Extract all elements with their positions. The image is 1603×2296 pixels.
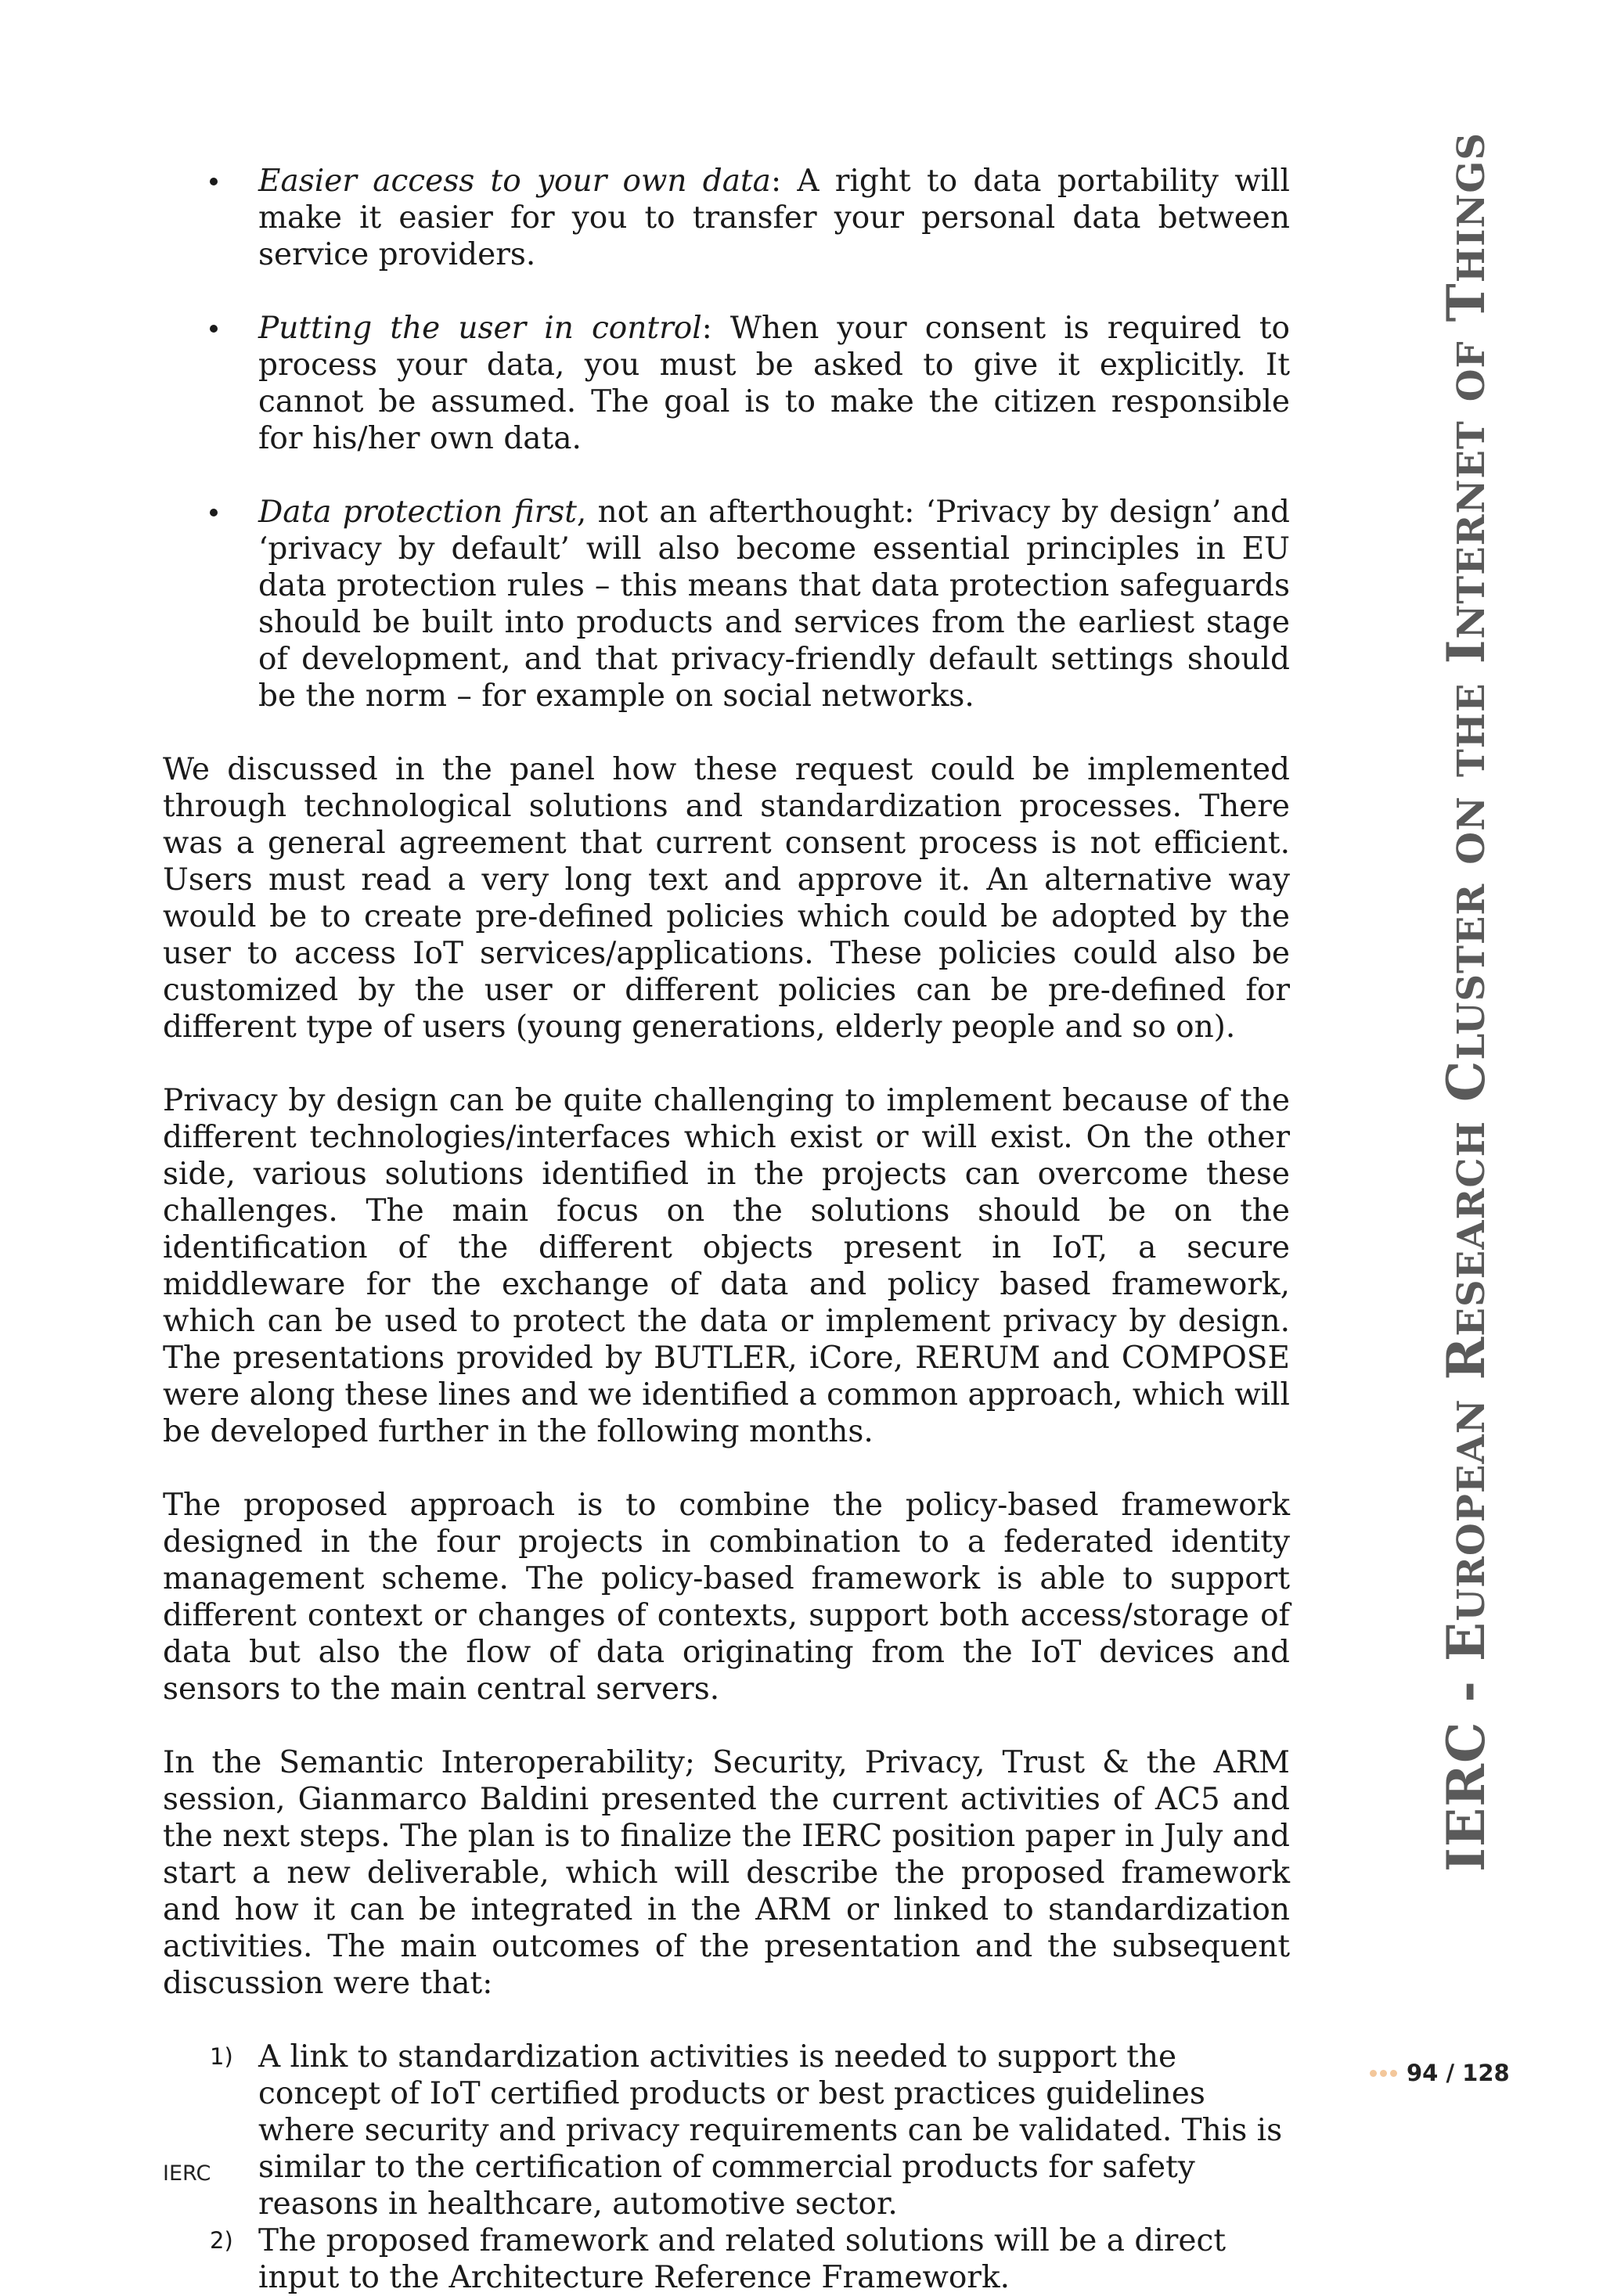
bullet-item — [163, 163, 1290, 273]
paragraph: We discussed in the panel how these request could be implemented through technological solutions and standardization processes. There was a general agreement that current consent process is not efficient. Users must read a very long text and approve it. An alternative way would be to create pre-defined policies which could be adopted by the user to access IoT services/applications. These policies could also be customized by the user or different policies can be pre-defined for different type of users (young generations, elderly people and so on). — [163, 752, 1290, 1045]
numbered-item — [163, 2039, 1290, 2222]
sidebar-prefix: IERC - — [1435, 1661, 1497, 1872]
bullet-text: : When your consent is required to process your data, you must be asked to give it explicitly. It cannot be assumed. The goal is to make the citizen responsible for his/her own data. — [258, 311, 1290, 456]
body-text — [163, 163, 1290, 2296]
bullet-dot-icon — [210, 325, 218, 333]
page-number — [1370, 2060, 1510, 2086]
bullet-lead: Data protection first — [258, 495, 577, 530]
bullet-dot-icon — [210, 178, 218, 185]
item-text: The proposed framework and related solutions will be a direct input to the Architecture Reference Framework. — [258, 2223, 1227, 2295]
paragraph: Privacy by design can be quite challenging to implement because of the different technologies/interfaces which exist or will exist. On the other side, various solutions identified in the projects can overcome these challenges. The main focus on the solutions should be on the identification of the different objects present in IoT, a secure middleware for the exchange of data and policy based framework, which can be used to protect the data or implement privacy by design. The presentations provided by BUTLER, iCore, RERUM and COMPOSE were along these lines and we identified a common approach, which will be developed further in the following months. — [163, 1083, 1290, 1449]
item-text: A link to standardization activities is needed to support the concept of IoT certified products or best practices guidelines where security and privacy requirements can be validated. This is similar to the certification of commercial products for safety reasons in healthcare, automotive sector. — [258, 2039, 1283, 2222]
item-number: 2) — [210, 2227, 233, 2254]
page-number-text: 94 / 128 — [1407, 2060, 1510, 2086]
bullet-list — [163, 163, 1290, 714]
bullet-lead: Putting the user in control — [258, 311, 702, 346]
bullet-item — [163, 494, 1290, 714]
item-number: 1) — [210, 2043, 233, 2070]
paragraph: In the Semantic Interoperability; Security, Privacy, Trust & the ARM session, Gianmarco Baldini presented the current activities of AC5 and the next steps. The plan is to finalize the IERC position paper in July and start a new deliverable, which will describe the proposed framework and how it can be integrated in the ARM or linked to standardization activities. The main outcomes of the presentation and the subsequent discussion were that: — [163, 1745, 1290, 2001]
bullet-lead: Easier access to your own data — [258, 164, 771, 199]
numbered-item — [163, 2222, 1290, 2296]
footer-label: IERC — [163, 2161, 211, 2186]
paragraph: The proposed approach is to combine the policy-based framework designed in the four projects in combination to a federated identity management scheme. The policy-based framework is able to support different context or changes of contexts, support both access/storage of data but also the flow of data originating from the IoT devices and sensors to the main central servers. — [163, 1488, 1290, 1707]
bullet-dot-icon — [210, 509, 218, 516]
bullet-item — [163, 310, 1290, 457]
sidebar-title: IERC - EUROPEAN RESEARCH CLUSTER ON THE INTERNET OF THINGS — [1435, 131, 1497, 1872]
numbered-list — [163, 2039, 1290, 2296]
bullet-text: , not an afterthought: ‘Privacy by design’ and ‘privacy by default’ will also become essential principles in EU data protection rules – this means that data protection safeguards should be built into products and services from the earliest stage of development, and that privacy-friendly default settings should be the norm – for example on social networks. — [258, 495, 1290, 714]
dots-icon — [1370, 2070, 1397, 2077]
bullet-text: : A right to data portability will make it easier for you to transfer your personal data between service providers. — [258, 164, 1290, 272]
